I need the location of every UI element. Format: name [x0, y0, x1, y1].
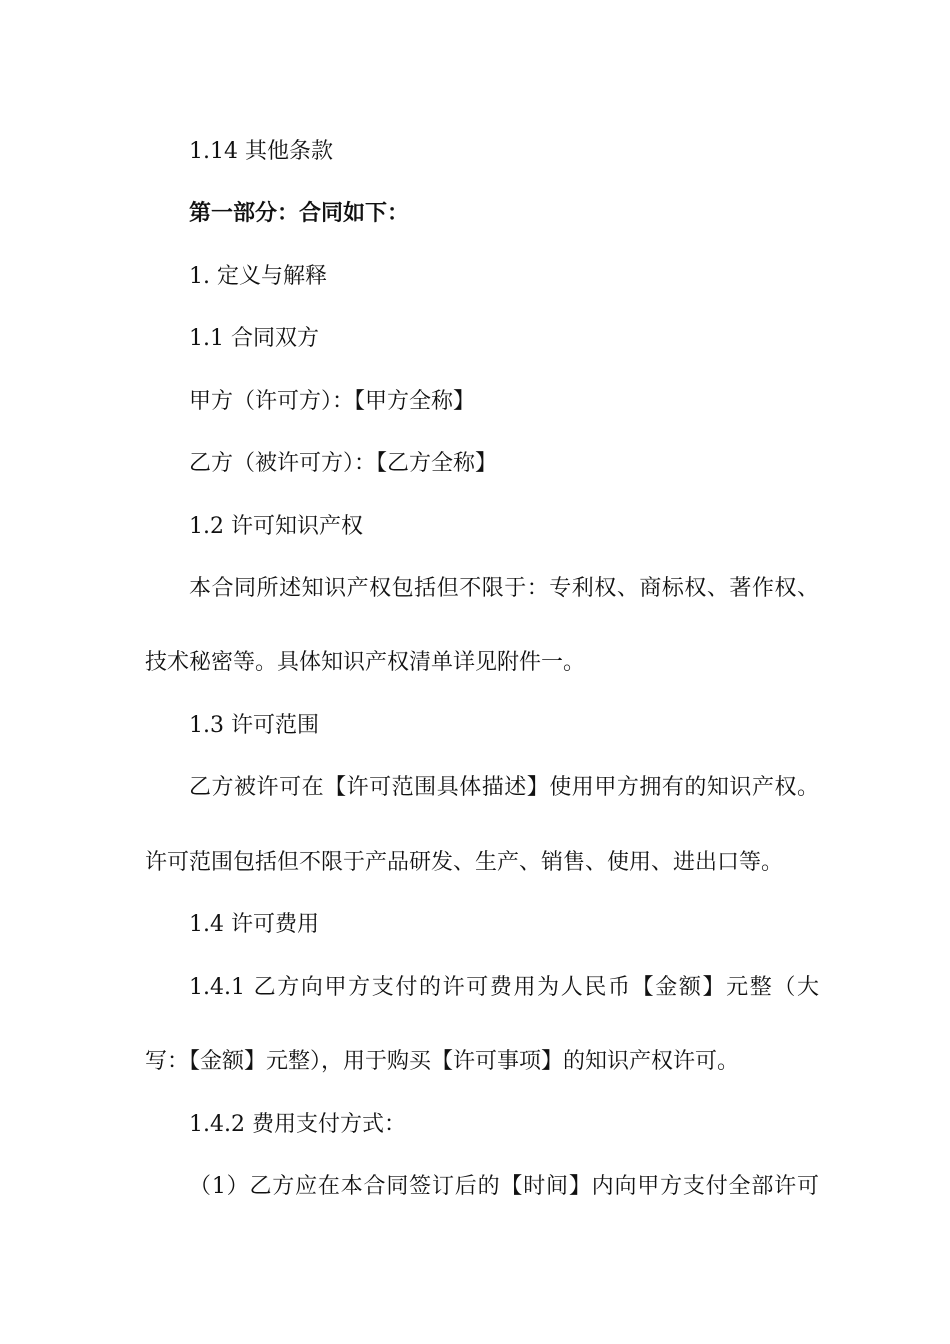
fee-line-2: 写：【金额】元整），用于购买【许可事项】的知识产权许可。: [145, 1049, 740, 1074]
clause-1-2-heading: 1.2 许可知识产权: [189, 514, 363, 539]
fee-line-1: 1.4.1 乙方向甲方支付的许可费用为人民币【金额】元整（大: [189, 975, 819, 1000]
party-a-line: 甲方（许可方）：【甲方全称】: [189, 389, 476, 414]
payment-item-1-line: （1）乙方应在本合同签订后的【时间】内向甲方支付全部许可: [189, 1174, 819, 1199]
ip-scope-line-1: 本合同所述知识产权包括但不限于：专利权、商标权、著作权、: [189, 576, 819, 601]
license-scope-line-1: 乙方被许可在【许可范围具体描述】使用甲方拥有的知识产权。: [189, 775, 819, 800]
clause-1-4-heading: 1.4 许可费用: [189, 912, 319, 937]
license-scope-line-2: 许可范围包括但不限于产品研发、生产、销售、使用、进出口等。: [145, 850, 784, 875]
section-1-heading: 1. 定义与解释: [189, 264, 327, 289]
clause-1-4-2-heading: 1.4.2 费用支付方式：: [189, 1112, 406, 1137]
ip-scope-line-2: 技术秘密等。具体知识产权清单详见附件一。: [145, 650, 586, 675]
part-one-heading: 第一部分：合同如下：: [189, 201, 410, 226]
clause-1-1-heading: 1.1 合同双方: [189, 326, 319, 351]
clause-1-3-heading: 1.3 许可范围: [189, 713, 319, 738]
clause-1-14-heading: 1.14 其他条款: [189, 139, 333, 164]
party-b-line: 乙方（被许可方）：【乙方全称】: [189, 451, 498, 476]
